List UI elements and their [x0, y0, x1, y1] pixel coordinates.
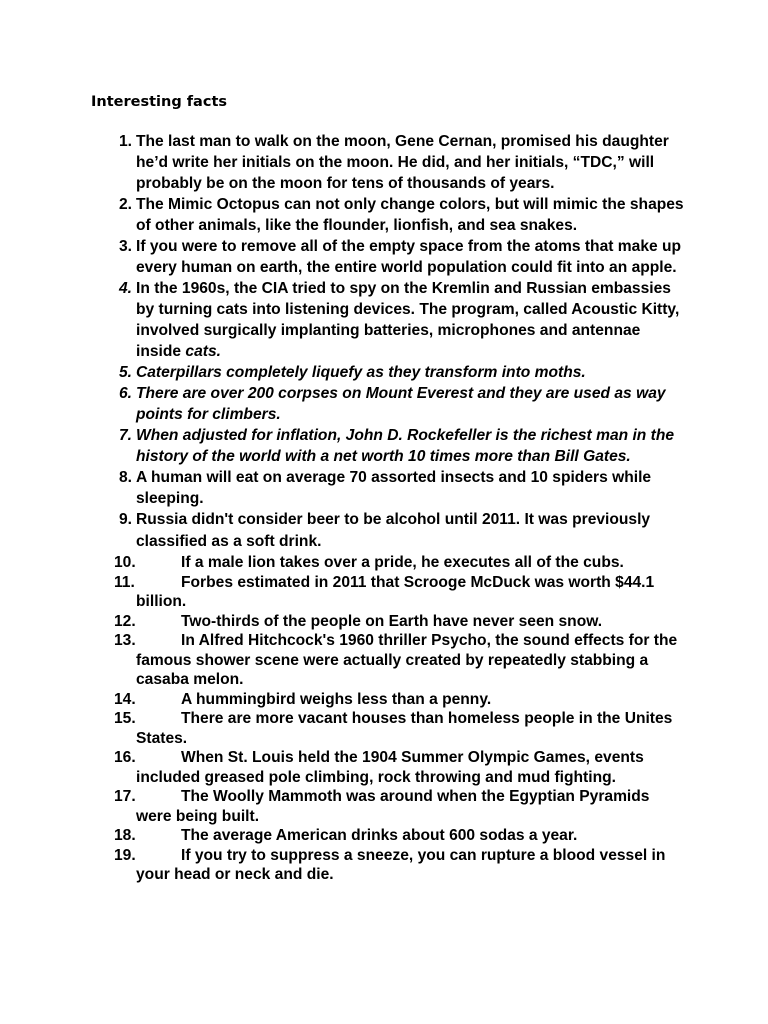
item-number: 15. — [114, 710, 136, 727]
item-number: 11. — [114, 573, 135, 591]
item-text: When adjusted for inflation, John D. Rockefeller is the richest man in the history of the world with a net worth 10 times more than Bill Gates. — [136, 427, 675, 465]
item-number: 17. — [114, 788, 136, 805]
list-item — [0, 826, 768, 846]
item-number: 18. — [114, 827, 136, 844]
item-text: In Alfred Hitchcock's 1960 thriller Psycho, the sound effects for the famous shower scene were actually created by repeatedly stabbing a casaba melon. — [136, 632, 678, 688]
list-item — [0, 425, 768, 467]
item-number: 9. — [118, 511, 132, 528]
list-item — [0, 709, 768, 748]
list-item — [0, 131, 768, 194]
item-number: 4. — [118, 280, 132, 297]
list-item — [0, 362, 768, 383]
list-item — [0, 553, 768, 573]
item-text: Two-thirds of the people on Earth have never seen snow. — [181, 612, 603, 630]
document-heading: Interesting facts — [91, 94, 228, 110]
item-number: 1. — [118, 133, 132, 150]
item-text: There are more vacant houses than homeless people in the Unites States. — [136, 710, 673, 747]
item-text — [136, 278, 684, 362]
item-text: A human will eat on average 70 assorted insects and 10 spiders while sleeping. — [136, 469, 652, 507]
list-item — [0, 748, 768, 787]
list-item — [0, 278, 768, 362]
item-text: When St. Louis held the 1904 Summer Olympic Games, events included greased pole climbing, rock throwing and mud fighting. — [136, 749, 644, 786]
list-item — [0, 509, 768, 553]
list-item — [0, 383, 768, 425]
item-number: 5. — [118, 364, 132, 381]
item-text-italic: cats. — [185, 343, 221, 360]
item-number: 8. — [118, 469, 132, 486]
item-number: 10. — [114, 554, 136, 571]
item-number: 14. — [114, 690, 136, 708]
item-text: Forbes estimated in 2011 that Scrooge McDuck was worth $44.1 billion. — [136, 573, 655, 610]
item-number: 6. — [118, 385, 132, 402]
item-number: 12. — [114, 612, 136, 630]
list-item — [0, 467, 768, 509]
item-text: The Mimic Octopus can not only change colors, but will mimic the shapes of other animals, like the flounder, lionfish, and sea snakes. — [136, 196, 684, 234]
item-text: A hummingbird weighs less than a penny. — [181, 690, 492, 708]
item-text: The last man to walk on the moon, Gene Cernan, promised his daughter he’d write her initials on the moon. He did, and her initials, “TDC,” will probably be on the moon for tens of thousands of years. — [136, 133, 669, 192]
item-number: 7. — [118, 427, 132, 444]
item-number: 2. — [118, 196, 132, 213]
item-text: There are over 200 corpses on Mount Everest and they are used as way points for climbers. — [136, 385, 666, 423]
item-number: 16. — [114, 749, 136, 766]
item-text: The average American drinks about 600 sodas a year. — [181, 827, 578, 844]
list-item — [0, 236, 768, 278]
item-text: Caterpillars completely liquefy as they transform into moths. — [136, 364, 586, 381]
item-text: If you try to suppress a sneeze, you can rupture a blood vessel in your head or neck and die. — [136, 846, 666, 883]
item-number: 13. — [114, 632, 136, 649]
list-item — [0, 631, 768, 690]
item-text: If you were to remove all of the empty space from the atoms that make up every human on earth, the entire world population could fit into an apple. — [136, 238, 682, 276]
item-text: If a male lion takes over a pride, he executes all of the cubs. — [181, 554, 624, 571]
list-item — [0, 573, 768, 612]
list-item — [0, 846, 768, 885]
item-number: 19. — [114, 846, 136, 864]
item-text-main: In the 1960s, the CIA tried to spy on the Kremlin and Russian embassies by turning cats into listening devices. The program, called Acoustic Kitty, involved surgically implanting batteries, microphones and antennae inside — [136, 280, 680, 360]
item-text: The Woolly Mammoth was around when the Egyptian Pyramids were being built. — [136, 788, 650, 825]
list-item — [0, 690, 768, 710]
list-item — [0, 612, 768, 632]
item-number: 3. — [118, 238, 132, 255]
list-item — [0, 787, 768, 826]
list-item — [0, 194, 768, 236]
item-text: Russia didn't consider beer to be alcohol until 2011. It was previously classified as a soft drink. — [136, 511, 651, 550]
facts-list — [0, 131, 768, 885]
